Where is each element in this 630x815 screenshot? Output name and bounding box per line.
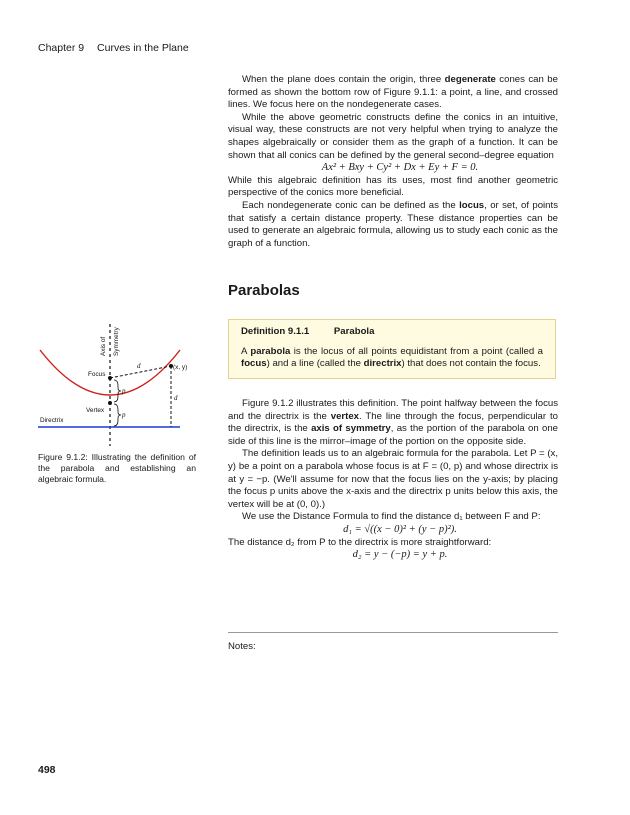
equation-d1: d₁ = √((x − 0)² + (y − p)²).	[343, 523, 457, 535]
focus-point	[108, 376, 112, 380]
paragraph: We use the Distance Formula to find the distance d₁ between F and P:	[242, 511, 541, 523]
equation-d2: d₂ = y − (−p) = y + p.	[352, 549, 448, 561]
equation-general-conic: Ax² + Bxy + Cy² + Dx + Ey + F = 0.	[321, 162, 479, 174]
notes-label: Notes:	[228, 641, 256, 652]
section-title: Parabolas	[228, 282, 300, 299]
chapter-title: Curves in the Plane	[97, 42, 189, 54]
definition-name: Parabola	[333, 326, 375, 337]
directrix-label: Directrix	[40, 417, 64, 424]
intro-text	[228, 74, 558, 250]
definition-heading	[241, 326, 543, 339]
vertex-point	[108, 401, 112, 405]
d-label-upper: d	[137, 362, 141, 370]
paragraph: The distance d₂ from P to the directrix is more straightforward:	[228, 536, 492, 548]
vertex-label: Vertex	[86, 407, 105, 414]
paragraph: While this algebraic definition has its uses, most find another geometric perspective of the conics more beneficial.	[228, 174, 558, 199]
axis-label-line2: Symmetry	[113, 327, 120, 356]
figure-caption: Figure 9.1.2: Illustrating the definition of the parabola and establishing an algebraic formula.	[38, 452, 196, 485]
definition-text: A parabola is the locus of all points equidistant from a point (called a focus) and a line (called the directrix) that does not contain the focus.	[241, 345, 543, 370]
axis-label-line1: Axis of	[100, 336, 107, 356]
definition-number: Definition 9.1.1	[241, 326, 310, 337]
point-label: (x, y)	[173, 364, 188, 371]
focus-label: Focus	[88, 371, 106, 378]
p-label-lower: p	[122, 411, 126, 419]
paragraph: Figure 9.1.2 illustrates this definition. The point halfway between the focus and the directrix is the vertex. The line through the focus, perpendicular to the directrix, is the axis of symmetry, as the portion of the parabola on one side of this line is the mirror–image of the portion on the opposite side.	[228, 398, 559, 447]
p-brace-lower	[114, 404, 121, 426]
p-brace-upper	[114, 380, 121, 402]
notes-divider	[228, 632, 558, 633]
d-label-right: d	[174, 394, 178, 402]
paragraph: The definition leads us to an algebraic formula for the parabola. Let P = (x, y) be a point on a parabola whose focus is at F = (0, p) and whose directrix is at y = −p. (We'll assume for now that the focus lies on the y-axis; by placing the focus p units above the x-axis and the directrix p units below this axis, the vertex will be at (0, 0).)	[228, 448, 558, 510]
paragraph: When the plane does contain the origin, three degenerate cones can be formed as shown the bottom row of Figure 9.1.1: a point, a line, and crossed lines. We focus here on the nondegenerate cases.	[228, 74, 558, 111]
parabola-figure	[38, 324, 198, 446]
p-label-upper: p	[122, 387, 126, 395]
running-head	[38, 42, 199, 54]
paragraph: While the above geometric constructs define the conics in an intuitive, visual way, these constructs are not very helpful when trying to analyze the shapes algebraically or consider them as the graph of a function. It can be shown that all conics can be defined by the general second–degree equation	[228, 111, 558, 161]
body-text	[228, 398, 558, 562]
paragraph: Each nondegenerate conic can be defined as the locus, or set, of points that satisfy a certain distance property. These distance properties can be used to generate an algebraic formula, allowing us to study each conic as the graph of a function.	[228, 199, 558, 249]
focus-to-point-segment	[110, 366, 171, 378]
chapter-number: Chapter 9	[38, 42, 85, 54]
definition-box	[228, 319, 556, 379]
page-number: 498	[38, 764, 56, 776]
